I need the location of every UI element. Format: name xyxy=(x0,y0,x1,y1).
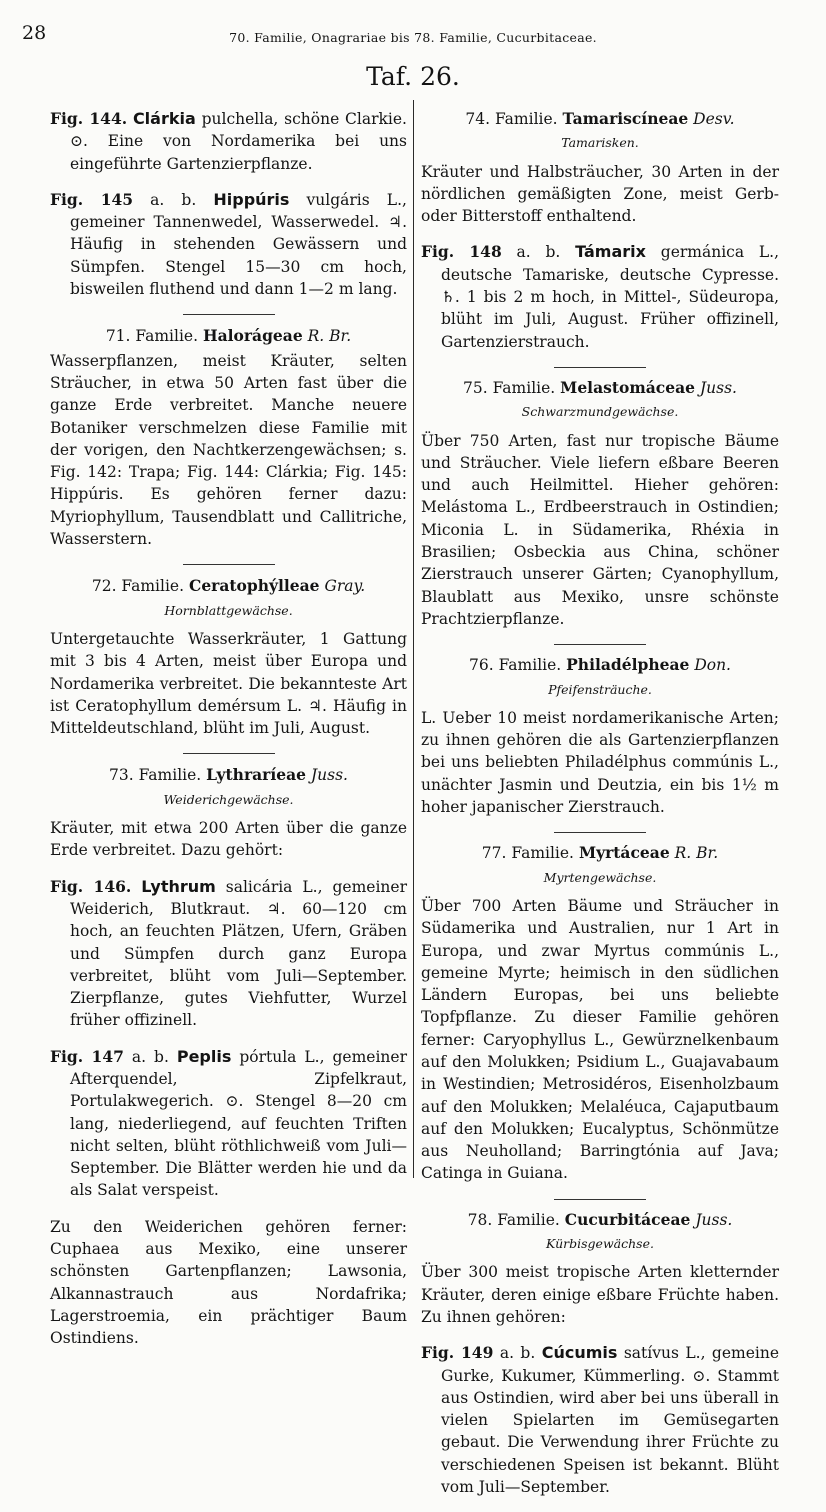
family-name: Halorágeae xyxy=(202,326,303,346)
family-text-72: Untergetauchte Wasserkräuter, 1 Gattung mit 3 bis 4 Arten, meist über Europa und Nordamerika verbreitet. Die bekannteste Art ist Ceratophyllum demérsum L. ♃. Häufig in Mitteldeutschland, blüht im Juli, August. xyxy=(50,629,407,738)
family-subtitle-76: Pfeifensträuche. xyxy=(548,681,652,697)
figure-label: Fig. 148 xyxy=(421,242,502,262)
family-subtitle-75: Schwarzmundgewächse. xyxy=(521,404,679,420)
figure-entry-144 xyxy=(50,108,407,175)
family-author: Juss. xyxy=(695,1210,733,1229)
genus-name: Hippúris xyxy=(213,189,290,209)
column-divider xyxy=(413,100,414,1178)
entry-text: satívus L., gemeine Gurke, Kukumer, Kümmerling. ⊙. Stammt aus Ostindien, wird aber bei uns überall in vielen Spielarten im Gemüsegarten gebaut. Die Verwendung ihrer Früchte zu verschiedenen Speisen ist bekannt. Blüht vom Juli—September. xyxy=(441,1344,779,1497)
family-name: Cucurbitáceae xyxy=(564,1209,691,1229)
figure-label: Fig. 144. xyxy=(50,109,128,128)
family-number: 71. Familie. xyxy=(105,327,199,346)
family-number: 75. Familie. xyxy=(463,378,556,397)
family-author: Gray. xyxy=(324,577,366,596)
family-heading-73 xyxy=(50,764,407,786)
family-heading-74 xyxy=(421,108,779,130)
family-number: 76. Familie. xyxy=(469,656,562,675)
family-heading-71 xyxy=(50,325,407,347)
family-subtitle-78: Kürbisgewächse. xyxy=(546,1236,654,1252)
family-heading-75 xyxy=(421,377,779,399)
family-name: Lythraríeae xyxy=(206,765,306,785)
family-name: Philadélpheae xyxy=(566,655,690,675)
family-subtitle-72: Hornblattgewächse. xyxy=(164,602,293,618)
entry-text: germánica L., deutsche Tamariske, deutsche Cypresse. ♄. 1 bis 2 m hoch, in Mittel-, Südeuropa, blüht im Juli, August. Früher offizinell, Gartenzierstrauch. xyxy=(441,243,780,351)
family-subtitle-74: Tamarisken. xyxy=(561,135,639,151)
figure-suffix: a. b. xyxy=(150,190,197,209)
section-rule xyxy=(183,564,275,565)
entry-text: pórtula L., gemeiner Afterquendel, Zipfelkraut, Portulakwegerich. ⊙. Stengel 8—20 cm lang, niederliegend, auf feuchten Triften nicht selten, blüht röthlichweiß vom Juli—September. Die Blätter werden hie und da als Salat verspeist. xyxy=(70,1047,407,1200)
family-name: Tamariscíneae xyxy=(562,109,689,128)
family-text-71: Wasserpflanzen, meist Kräuter, selten Sträucher, in etwa 50 Arten fast über die ganze Erde verbreitet. Manche neuere Botaniker verschmelzen diese Familie mit der vorigen, den Nachtkerzengewächsen; s. Fig. 142: Trapa; Fig. 144: Clárkia; Fig. 145: Hippúris. Es gehören ferner dazu: Myriophyllum, Tausendblatt und Callitriche, Wasserstern. xyxy=(50,351,407,549)
figure-label: Fig. 149 xyxy=(421,1343,494,1363)
left-column xyxy=(50,108,407,1364)
genus-name: Cúcumis xyxy=(541,1343,618,1363)
family-heading-72 xyxy=(50,575,407,597)
family-text-73: Kräuter, mit etwa 200 Arten über die ganze Erde verbreitet. Dazu gehört: xyxy=(50,819,407,860)
section-rule xyxy=(554,644,646,645)
family-name: Ceratophýlleae xyxy=(188,576,320,596)
family-number: 78. Familie. xyxy=(467,1210,560,1229)
section-rule xyxy=(554,832,646,833)
family-name: Melastomáceae xyxy=(560,377,695,397)
entry-text: salicária L., gemeiner Weiderich, Blutkraut. ♃. 60—120 cm hoch, an feuchten Plätzen, Ufern, Gräben und Sümpfen durch ganz Europa verbreitet, blüht vom Juli—September. Zierpflanze, gutes Viehfutter, Wurzel früher offizinell. xyxy=(70,877,407,1030)
family-author: R. Br. xyxy=(674,844,719,863)
family-subtitle-73: Weiderichgewächse. xyxy=(163,791,294,807)
family-text-76: L. Ueber 10 meist nordamerikanische Arten; zu ihnen gehören die als Gartenzierpflanzen bei uns beliebten Philadélphus commúnis L., unächter Jasmin und Deutzia, ein bis 1½ m hoher japanischer Zierstrauch. xyxy=(421,708,779,817)
running-head: 70. Familie, Onagrariae bis 78. Familie, Cucurbitaceae. xyxy=(229,30,597,45)
figure-suffix: a. b. xyxy=(516,243,561,262)
genus-name: Peplis xyxy=(176,1046,232,1066)
figure-suffix: a. b. xyxy=(499,1344,536,1363)
page-number: 28 xyxy=(22,22,47,44)
family-text-78: Über 300 meist tropische Arten kletternder Kräuter, deren einige eßbare Früchte haben. Zu ihnen gehören: xyxy=(421,1263,779,1326)
right-column xyxy=(421,108,779,1512)
genus-name: Clárkia xyxy=(132,109,196,128)
family-text-74: Kräuter und Halbsträucher, 30 Arten in der nördlichen gemäßigten Zone, meist Gerb- oder Bitterstoff enthaltend. xyxy=(421,162,779,226)
entry-text: pulchella, schöne Clarkie. ⊙. Eine von Nordamerika bei uns eingeführte Gartenzierpflanze. xyxy=(70,110,407,173)
figure-label: Fig. 146. xyxy=(50,876,132,896)
figure-entry-146 xyxy=(50,876,407,1032)
family-name: Myrtáceae xyxy=(578,843,670,863)
family-text-77: Über 700 Arten Bäume und Sträucher in Südamerika und Australien, nur 1 Art in Europa, und zwar Myrtus commúnis L., gemeine Myrte; heimisch in den südlichen Ländern Europas, bei uns beliebte Topfpflanze. Zu dieser Familie gehören ferner: Caryophyllus L., Gewürznelkenbaum auf den Molukken; Psidium L., Guajavabaum in Westindien; Metrosidéros, Eisenholzbaum auf den Molukken; Melaléuca, Cajaputbaum auf den Molukken; Eucalyptus, Schönmütze aus Neuholland; Barringtónia auf Java; Catinga in Guiana. xyxy=(421,896,779,1183)
family-author: R. Br. xyxy=(307,327,352,346)
family-author: Juss. xyxy=(699,378,737,397)
section-rule xyxy=(183,314,275,315)
plate-heading: Taf. 26. xyxy=(366,62,460,91)
section-rule xyxy=(183,753,275,754)
genus-name: Lythrum xyxy=(141,876,216,896)
family-number: 77. Familie. xyxy=(481,844,574,863)
figure-label: Fig. 145 xyxy=(50,189,134,209)
figure-entry-147 xyxy=(50,1046,407,1202)
entry-text: vulgáris L., gemeiner Tannenwedel, Wasserwedel. ♃. Häufig in stehenden Gewässern und Sümpfen. Stengel 15—30 cm hoch, bisweilen fluthend und dann 1—2 m lang. xyxy=(70,190,407,299)
closing-paragraph: Zu den Weiderichen gehören ferner: Cuphaea aus Mexiko, eine unserer schönsten Gartenpflanzen; Lawsonia, Alkannastrauch aus Nordafrika; Lagerstroemia, ein prächtiger Baum Ostindiens. xyxy=(50,1217,407,1348)
family-number: 72. Familie. xyxy=(91,577,185,596)
figure-suffix: a. b. xyxy=(131,1047,169,1066)
figure-entry-149 xyxy=(421,1342,779,1498)
figure-entry-145 xyxy=(50,189,407,300)
family-text-75: Über 750 Arten, fast nur tropische Bäume und Sträucher. Viele liefern eßbare Beeren und auch Heilmittel. Hieher gehören: Melástoma L., Erdbeerstrauch in Ostindien; Miconia L. in Südamerika, Rhéxia in Brasilien; Osbeckia aus China, schöner Zierstrauch unserer Gärten; Cyanophyllum, Blaublatt aus Mexiko, unsre schönste Prachtzierpflanze. xyxy=(421,431,779,628)
family-heading-76 xyxy=(421,654,779,676)
figure-label: Fig. 147 xyxy=(50,1046,124,1066)
family-author: Don. xyxy=(694,656,731,675)
family-subtitle-77: Myrtengewächse. xyxy=(543,869,657,885)
family-author: Desv. xyxy=(693,110,735,128)
family-number: 74. Familie. xyxy=(465,110,558,128)
family-heading-77 xyxy=(421,842,779,864)
figure-entry-148 xyxy=(421,241,779,352)
family-heading-78 xyxy=(421,1209,779,1231)
family-author: Juss. xyxy=(310,766,348,785)
section-rule xyxy=(554,367,646,368)
family-number: 73. Familie. xyxy=(109,766,202,785)
genus-name: Támarix xyxy=(575,242,646,262)
